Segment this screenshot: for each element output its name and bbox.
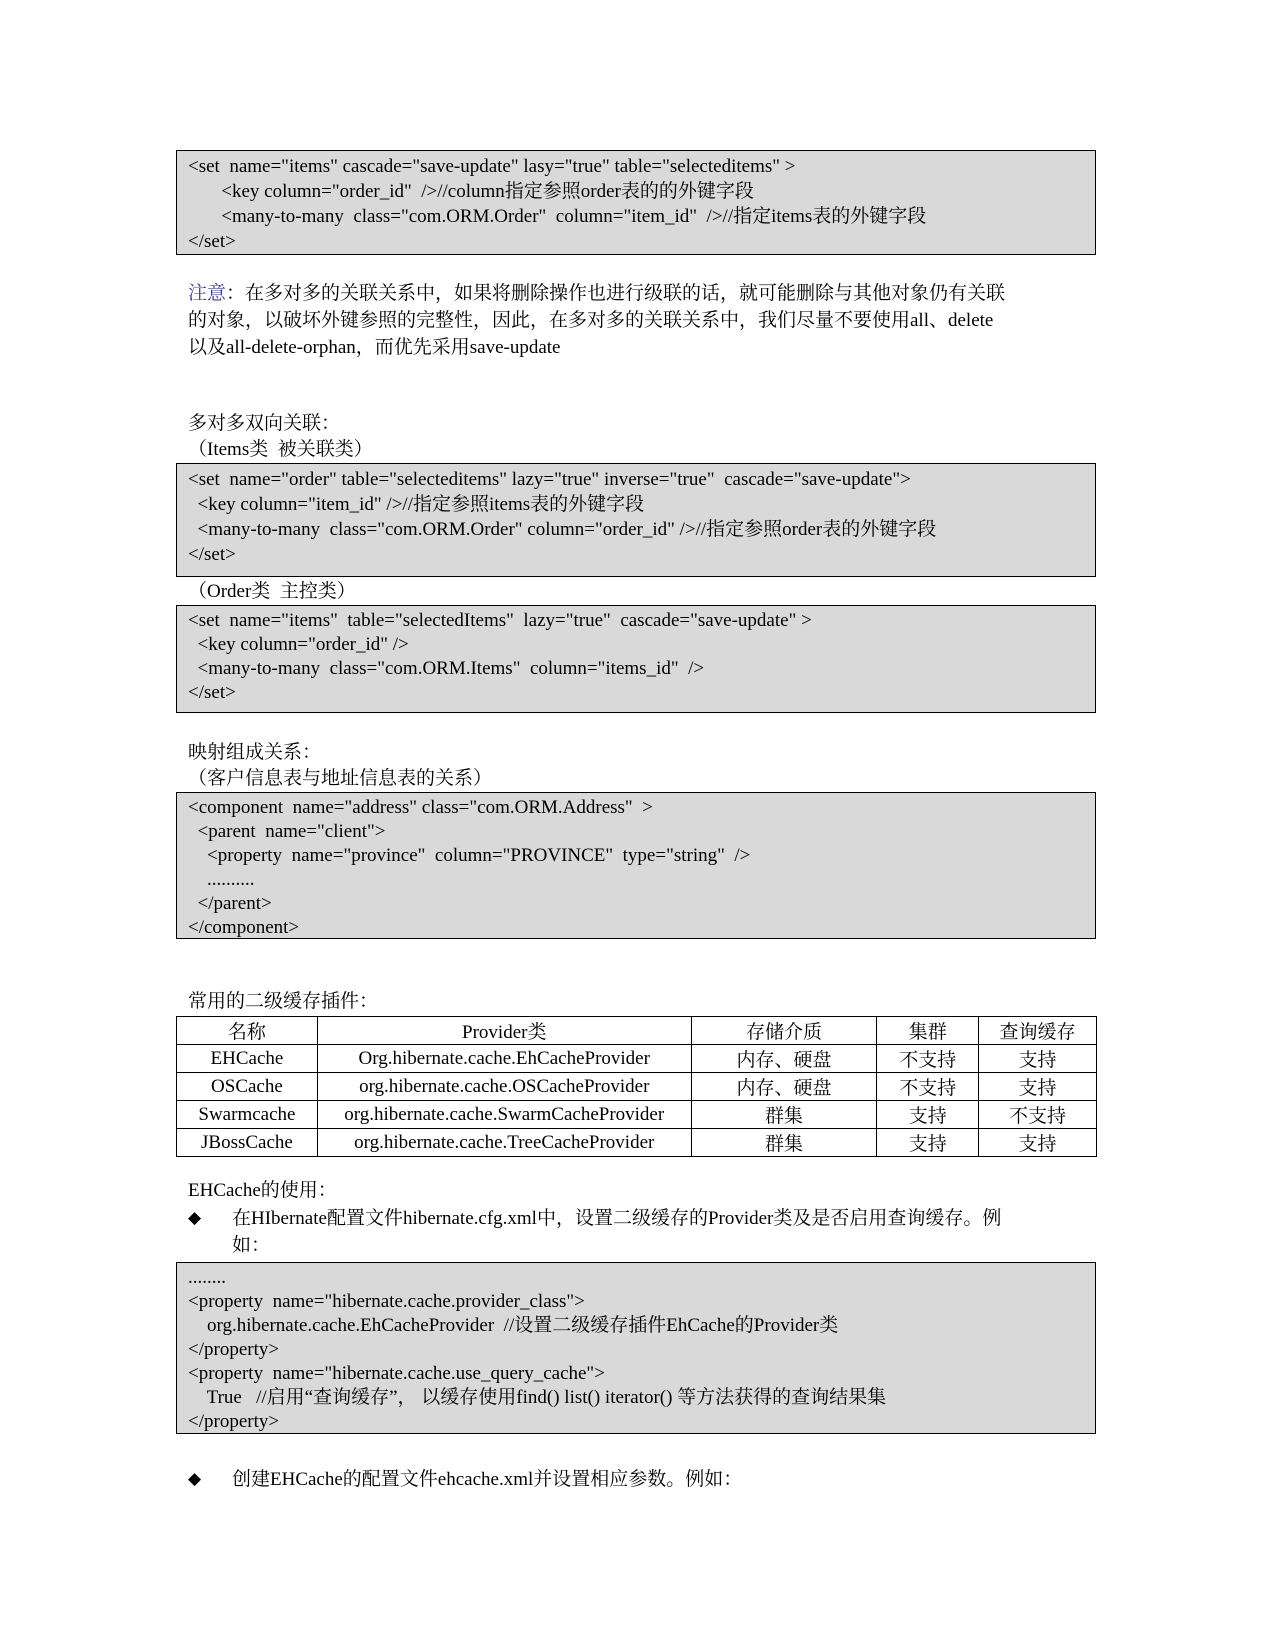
code-line: <many-to-many class="com.ORM.Items" column="items_id" /> (188, 658, 705, 679)
items-caption: （Items类 被关联类） (188, 439, 373, 460)
table-cell: org.hibernate.cache.SwarmCacheProvider (317, 1101, 691, 1129)
table-row (177, 1073, 1097, 1101)
code-block-component (176, 792, 1096, 939)
table-cell: 群集 (691, 1129, 877, 1157)
code-line: </property> (188, 1411, 280, 1432)
table-cell: 支持 (979, 1073, 1097, 1101)
diamond-bullet-icon: ◆ (188, 1469, 202, 1489)
table-cell: 内存、硬盘 (691, 1045, 877, 1073)
table-cell: 群集 (691, 1101, 877, 1129)
bullet-item (188, 1466, 1088, 1493)
section-heading: EHCache的使用： (188, 1180, 337, 1201)
code-line: True //启用“查询缓存”， 以缓存使用find() list() iterator() 等方法获得的查询结果集 (188, 1387, 887, 1408)
code-line: </property> (188, 1339, 280, 1360)
table-cell: 支持 (979, 1129, 1097, 1157)
code-line: org.hibernate.cache.EhCacheProvider //设置二级缓存插件EhCache的Provider类 (188, 1315, 839, 1336)
table-cell: 支持 (877, 1129, 979, 1157)
table-header: 存储介质 (691, 1017, 877, 1045)
code-line: <component name="address" class="com.ORM.Address" > (188, 797, 653, 818)
table-row (177, 1045, 1097, 1073)
note-text: 以及all-delete-orphan，而优先采用save-update (188, 337, 561, 358)
table-cell: 支持 (979, 1045, 1097, 1073)
table-header: 名称 (177, 1017, 318, 1045)
table-cell: 支持 (877, 1101, 979, 1129)
note-label: 注意 (188, 283, 227, 304)
code-block-hibernate-config (176, 1262, 1096, 1434)
code-line: <set name="items" cascade="save-update" lasy="true" table="selecteditems" > (188, 156, 796, 177)
code-line: <set name="order" table="selecteditems" lazy="true" inverse="true" cascade="save-update"> (188, 469, 911, 490)
table-header: 查询缓存 (979, 1017, 1097, 1045)
code-line: <property name="hibernate.cache.provider_class"> (188, 1291, 585, 1312)
code-line: <key column="order_id" />//column指定参照order表的的外键字段 (188, 181, 754, 202)
table-header: 集群 (877, 1017, 979, 1045)
table-cell: org.hibernate.cache.OSCacheProvider (317, 1073, 691, 1101)
code-block-set-items (176, 150, 1096, 255)
code-line: </set> (188, 682, 236, 703)
section-heading: 常用的二级缓存插件： (188, 991, 379, 1012)
code-line: <parent name="client"> (188, 821, 386, 842)
note-text: 的对象，以破坏外键参照的完整性，因此，在多对多的关联关系中，我们尽量不要使用all、delete (188, 310, 994, 331)
table-cell: 不支持 (979, 1101, 1097, 1129)
code-line: </component> (188, 917, 300, 938)
diamond-bullet-icon: ◆ (188, 1208, 202, 1228)
table-cell: EHCache (177, 1045, 318, 1073)
bullet-item (188, 1205, 1088, 1259)
table-cell: JBossCache (177, 1129, 318, 1157)
code-line: <many-to-many class="com.ORM.Order" column="order_id" />//指定参照order表的外键字段 (188, 519, 937, 540)
code-block-items (176, 463, 1096, 577)
table-row (177, 1101, 1097, 1129)
code-line: </parent> (188, 893, 272, 914)
note-text: ：在多对多的关联关系中，如果将删除操作也进行级联的话，就可能删除与其他对象仍有关联 (226, 283, 1006, 304)
table-header-row (177, 1017, 1097, 1045)
code-line: <set name="items" table="selectedItems" lazy="true" cascade="save-update" > (188, 610, 812, 631)
code-line: .......... (188, 869, 255, 890)
note-paragraph (188, 280, 1088, 361)
table-cell: org.hibernate.cache.TreeCacheProvider (317, 1129, 691, 1157)
code-block-order (176, 605, 1096, 713)
table-cell: Swarmcache (177, 1101, 318, 1129)
table-header: Provider类 (317, 1017, 691, 1045)
code-line: <property name="hibernate.cache.use_query_cache"> (188, 1363, 605, 1384)
code-line: <many-to-many class="com.ORM.Order" column="item_id" />//指定items表的外键字段 (188, 206, 927, 227)
bullet-text: 创建EHCache的配置文件ehcache.xml并设置相应参数。例如： (232, 1469, 743, 1490)
code-line: <property name="province" column="PROVINCE" type="string" /> (188, 845, 751, 866)
cache-plugin-table (176, 1016, 1097, 1157)
table-cell: Org.hibernate.cache.EhCacheProvider (317, 1045, 691, 1073)
code-line: <key column="item_id" />//指定参照items表的外键字段 (188, 494, 645, 515)
table-cell: 不支持 (877, 1045, 979, 1073)
code-line: </set> (188, 544, 236, 565)
order-caption: （Order类 主控类） (188, 581, 356, 602)
table-cell: OSCache (177, 1073, 318, 1101)
code-line: <key column="order_id" /> (188, 634, 409, 655)
table-cell: 不支持 (877, 1073, 979, 1101)
code-line: ........ (188, 1267, 226, 1288)
table-row (177, 1129, 1097, 1157)
component-caption: （客户信息表与地址信息表的关系） (188, 768, 493, 789)
section-heading: 多对多双向关联： (188, 413, 341, 434)
code-line: </set> (188, 231, 236, 252)
section-heading: 映射组成关系： (188, 742, 322, 763)
table-cell: 内存、硬盘 (691, 1073, 877, 1101)
bullet-text: 在HIbernate配置文件hibernate.cfg.xml中，设置二级缓存的Provider类及是否启用查询缓存。例 如： (232, 1208, 1002, 1256)
